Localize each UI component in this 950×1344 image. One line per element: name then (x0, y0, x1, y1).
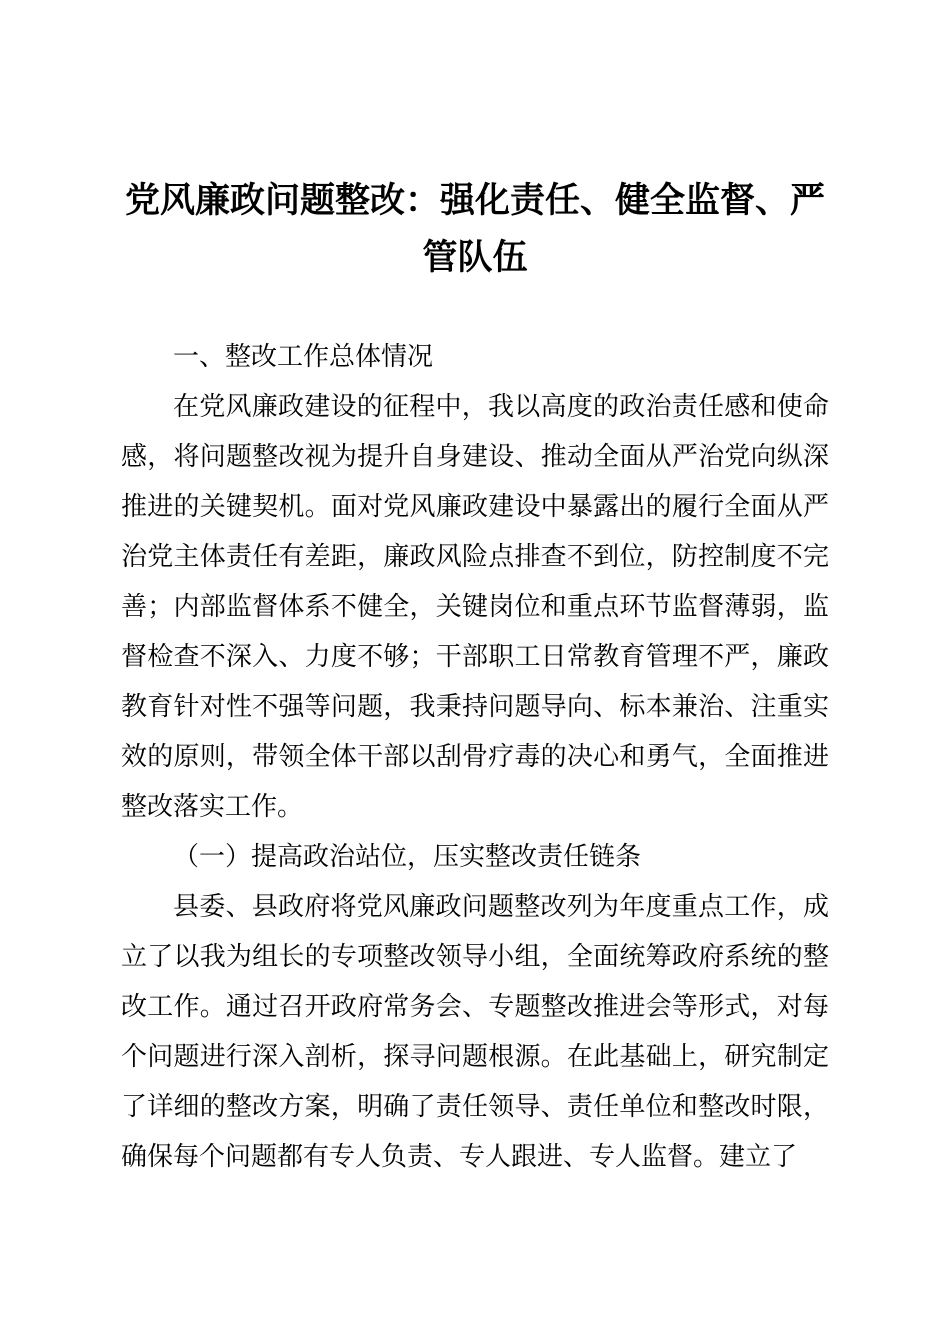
paragraph: 在党风廉政建设的征程中，我以高度的政治责任感和使命感，将问题整改视为提升自身建设、推动全面从严治党向纵深推进的关键契机。面对党风廉政建设中暴露出的履行全面从严治党主体责任有差距，廉政风险点排查不到位，防控制度不完善；内部监督体系不健全，关键岗位和重点环节监督薄弱，监督检查不深入、力度不够；干部职工日常教育管理不严，廉政教育针对性不强等问题，我秉持问题导向、标本兼治、注重实效的原则，带领全体干部以刮骨疗毒的决心和勇气，全面推进整改落实工作。 (121, 391, 829, 821)
document-title: 党风廉政问题整改：强化责任、健全监督、严管队伍 (124, 181, 825, 277)
section-heading: 一、整改工作总体情况 (173, 341, 434, 371)
section-subheading: （一）提高政治站位，压实整改责任链条 (173, 841, 642, 871)
document-body (121, 331, 829, 1181)
paragraph: 县委、县政府将党风廉政问题整改列为年度重点工作，成立了以我为组长的专项整改领导小组，全面统筹政府系统的整改工作。通过召开政府常务会、专题整改推进会等形式，对每个问题进行深入剖析，探寻问题根源。在此基础上，研究制定了详细的整改方案，明确了责任领导、责任单位和整改时限，确保每个问题都有专人负责、专人跟进、专人监督。建立了 (121, 891, 829, 1171)
